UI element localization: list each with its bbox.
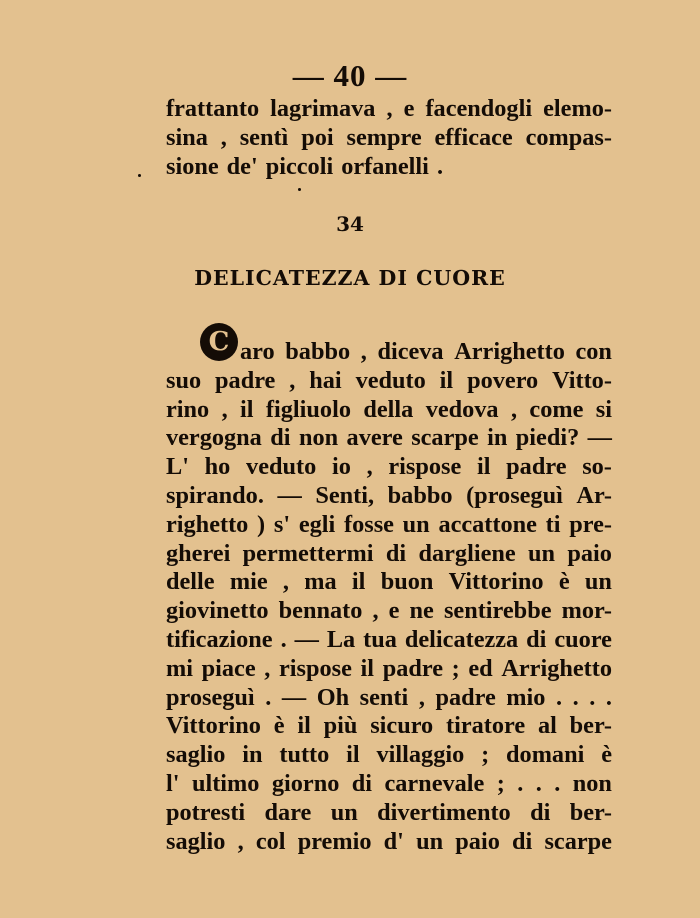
story-number: 34 [336, 212, 364, 236]
word: e [403, 95, 415, 122]
first-line-text [240, 338, 612, 367]
text-line [166, 597, 612, 626]
word: sicuro [370, 712, 434, 740]
word: buon [380, 568, 434, 596]
word: La [326, 625, 356, 653]
word: divertimento [377, 798, 511, 826]
word: sentirebbe [443, 597, 552, 625]
word: proseguì [166, 683, 255, 711]
word: spirando. [166, 481, 264, 509]
word: ho [204, 453, 231, 481]
previous-story-continuation [166, 95, 612, 181]
word: . [436, 152, 444, 180]
word: di [351, 769, 373, 797]
word: , [282, 568, 289, 596]
word: un [528, 539, 556, 567]
word: babbo [387, 481, 453, 509]
word: cuore [554, 625, 612, 653]
word: scarpe [411, 424, 479, 452]
word: veduto [246, 453, 317, 481]
word: padre [435, 683, 496, 711]
word: mie [229, 568, 268, 596]
print-speck [298, 188, 301, 191]
word: ; [496, 769, 505, 797]
word: Vitto- [552, 366, 612, 394]
word: un [416, 827, 444, 855]
word: . [555, 683, 563, 711]
word: (proseguì [466, 481, 563, 509]
word: rino [166, 395, 210, 423]
word: povero [467, 366, 539, 394]
drop-cap-initial: C [200, 323, 238, 361]
word: è [558, 568, 570, 596]
text-line [166, 367, 612, 396]
word: ber- [569, 712, 612, 740]
word: gherei [166, 539, 231, 567]
word: . [265, 683, 272, 711]
word: carnevale [384, 769, 485, 797]
word: in [242, 741, 263, 769]
text-line [166, 655, 612, 684]
word: mio [506, 683, 546, 711]
word: rispose [278, 654, 352, 682]
word: , [237, 827, 244, 855]
story-body [166, 326, 612, 856]
word: Ar- [576, 481, 612, 509]
word: sempre [346, 123, 422, 151]
word: saglio [166, 741, 226, 769]
word: padre [382, 654, 443, 682]
word: saglio [166, 827, 226, 855]
word: . [605, 683, 612, 711]
text-line [166, 540, 612, 569]
word: sione [166, 152, 219, 180]
word: hai [309, 366, 342, 394]
word: io [331, 453, 351, 481]
word: s' [273, 510, 291, 538]
word: ; [451, 654, 460, 682]
word: efficace [434, 123, 513, 151]
word: con [575, 338, 612, 365]
word: sentì [239, 123, 289, 151]
text-line [166, 396, 612, 425]
word: Arrighetto [454, 338, 565, 365]
word: non [572, 769, 612, 797]
word: giovinetto [166, 597, 269, 625]
word: di [385, 539, 407, 567]
word: figliuolo [265, 395, 351, 423]
word: piace [201, 654, 256, 682]
story-title: DELICATEZZA DI CUORE [194, 266, 506, 290]
word: righetto [166, 510, 249, 538]
word: padre [506, 453, 567, 481]
word: è [273, 712, 285, 740]
word: della [363, 395, 414, 423]
text-line [166, 424, 612, 453]
word: sina [166, 123, 208, 151]
word: il [240, 395, 254, 423]
word: come [529, 395, 584, 423]
word: permettermi [242, 539, 374, 567]
word: più [323, 712, 358, 740]
word: villaggio [376, 741, 465, 769]
word: ne [409, 597, 434, 625]
word: — [277, 481, 302, 509]
word: ultimo [191, 769, 260, 797]
word: padre [215, 366, 276, 394]
text-line [166, 712, 612, 741]
word: orfanelli [341, 152, 429, 180]
word: lagrimava [270, 95, 376, 122]
word: aro [240, 338, 275, 365]
word: , [221, 395, 228, 423]
word: di [530, 798, 551, 826]
text-line [166, 770, 612, 799]
word: vergogna [166, 424, 262, 452]
word: , [366, 453, 373, 481]
word: , [372, 597, 379, 625]
story-first-line [166, 326, 612, 367]
word: — [587, 424, 612, 452]
word: avere [346, 424, 403, 452]
text-line [166, 511, 612, 540]
word: ; [481, 741, 490, 769]
word: tificazione [166, 625, 273, 653]
word: di [270, 424, 291, 452]
word: egli [298, 510, 336, 538]
word: diceva [377, 338, 444, 365]
word: e [388, 597, 400, 625]
word: scarpe [544, 827, 612, 855]
word: tiratore [446, 712, 526, 740]
word: è [601, 741, 612, 769]
word: pre- [569, 510, 612, 538]
word: . [554, 769, 561, 797]
word: , [264, 654, 271, 682]
word: facendogli [425, 95, 533, 122]
text-line [166, 741, 612, 770]
word: de' [226, 152, 258, 180]
word: un [584, 568, 612, 596]
word: , [360, 338, 367, 365]
word: . [280, 625, 287, 653]
word: elemo- [543, 95, 612, 122]
word: col [255, 827, 286, 855]
word: in [487, 424, 508, 452]
word: al [537, 712, 557, 740]
word: — [294, 625, 319, 653]
word: delle [166, 568, 215, 596]
word: veduto [355, 366, 426, 394]
word: ti [545, 510, 561, 538]
word: . [517, 769, 524, 797]
text-line [166, 153, 612, 182]
print-speck [138, 174, 141, 177]
word: Oh [316, 683, 350, 711]
word: d' [383, 827, 404, 855]
word: il [439, 366, 454, 394]
word: paio [567, 539, 612, 567]
word: , [418, 683, 425, 711]
text-line [166, 124, 612, 153]
page-number: — 40 — [292, 58, 408, 93]
word: , [510, 395, 518, 423]
word: , [289, 366, 296, 394]
word: , [386, 95, 393, 122]
word: piccoli [265, 152, 334, 180]
text-line [166, 626, 612, 655]
word: tutto [279, 741, 330, 769]
word: L' [166, 453, 189, 481]
word: tua [363, 625, 397, 653]
text-line [166, 568, 612, 597]
text-line [166, 828, 612, 857]
word: bennato [278, 597, 363, 625]
word: il [360, 654, 375, 682]
word: so- [582, 453, 612, 481]
word: . [535, 769, 542, 797]
word: ed [468, 654, 493, 682]
word: delicatezza [404, 625, 519, 653]
word: giorno [271, 769, 340, 797]
word: il [346, 741, 360, 769]
word: senti [359, 683, 409, 711]
word: rispose [388, 453, 462, 481]
word: babbo [285, 338, 351, 365]
word: un [402, 510, 430, 538]
text-line [166, 799, 612, 828]
word: frattanto [166, 95, 260, 122]
word: il [297, 712, 311, 740]
word: un [330, 798, 358, 826]
word: dare [264, 798, 312, 826]
word: ber- [569, 798, 612, 826]
word: ) [257, 510, 266, 538]
word: — [281, 683, 307, 711]
word: di [512, 827, 533, 855]
word: non [298, 424, 339, 452]
text-line [166, 453, 612, 482]
text-line [166, 684, 612, 713]
word: mor- [561, 597, 612, 625]
word: dargliene [418, 539, 516, 567]
word: piedi? [515, 424, 580, 452]
word: l' [166, 769, 180, 797]
word: suo [166, 366, 202, 394]
word: . [572, 683, 579, 711]
word: , [220, 123, 227, 151]
word: . [589, 683, 596, 711]
word: ma [304, 568, 337, 596]
word: mi [166, 654, 193, 682]
word: paio [455, 827, 500, 855]
word: fosse [344, 510, 394, 538]
word: Senti, [315, 481, 375, 509]
word: Vittorino [166, 712, 261, 740]
word: il [351, 568, 366, 596]
word: di [526, 625, 547, 653]
text-line [166, 95, 612, 124]
word: poi [301, 123, 334, 151]
word: vedova [425, 395, 499, 423]
word: accattone [438, 510, 537, 538]
word: compas- [525, 123, 612, 151]
word: domani [506, 741, 585, 769]
word: si [595, 395, 612, 423]
text-line [166, 482, 612, 511]
word: Vittorino [448, 568, 544, 596]
word: potresti [166, 798, 246, 826]
word: Arrighetto [501, 654, 612, 682]
word: premio [297, 827, 372, 855]
word: il [476, 453, 491, 481]
